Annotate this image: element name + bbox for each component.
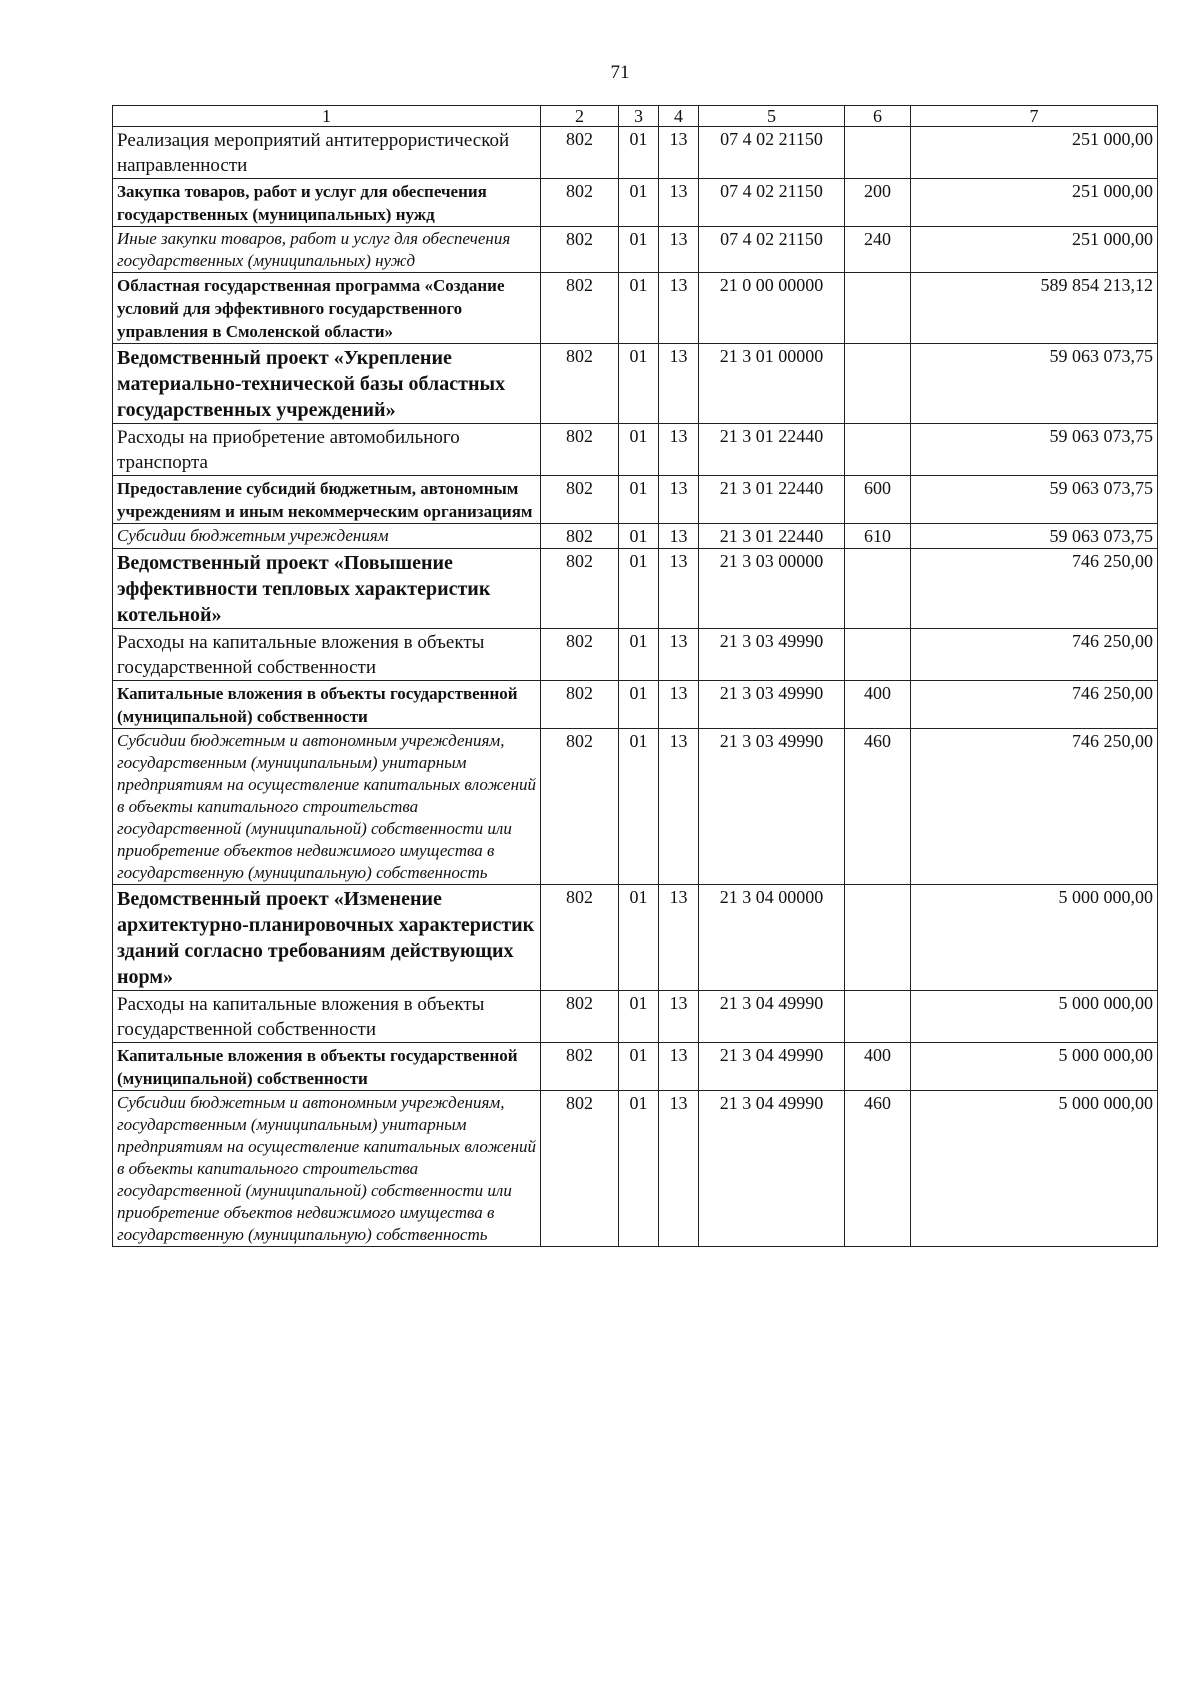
row-amount: 5 000 000,00 [911, 991, 1158, 1043]
row-col-4: 13 [659, 885, 699, 991]
row-col-6: 240 [845, 227, 911, 273]
table-row [113, 1091, 1158, 1247]
table-row [113, 227, 1158, 273]
row-col-5: 21 3 01 22440 [699, 524, 845, 549]
row-col-4: 13 [659, 991, 699, 1043]
row-col-6 [845, 424, 911, 476]
row-col-4: 13 [659, 179, 699, 227]
table-row [113, 1043, 1158, 1091]
row-col-4: 13 [659, 273, 699, 344]
row-name-cell: Субсидии бюджетным учреждениям [113, 524, 541, 549]
row-col-6: 460 [845, 729, 911, 885]
row-col-4: 13 [659, 629, 699, 681]
row-amount: 251 000,00 [911, 179, 1158, 227]
row-col-4: 13 [659, 344, 699, 424]
table-row [113, 424, 1158, 476]
table-row [113, 629, 1158, 681]
row-col-4: 13 [659, 227, 699, 273]
row-col-3: 01 [619, 476, 659, 524]
header-col-2: 2 [541, 106, 619, 127]
row-col-3: 01 [619, 549, 659, 629]
table-row [113, 344, 1158, 424]
row-name-cell: Субсидии бюджетным и автономным учреждениям, государственным (муниципальным) унитарным предприятиям на осуществление капитальных вложений в объекты капитального строительства государственной (муниципальной) собственности или приобретение объектов недвижимого имущества в государственную (муниципальную) собственность [113, 1091, 541, 1247]
row-col-6: 200 [845, 179, 911, 227]
row-col-4: 13 [659, 1091, 699, 1247]
row-col-5: 21 3 03 49990 [699, 629, 845, 681]
header-col-5: 5 [699, 106, 845, 127]
row-col-3: 01 [619, 524, 659, 549]
row-col-2: 802 [541, 179, 619, 227]
table-row [113, 549, 1158, 629]
row-name-cell: Ведомственный проект «Повышение эффективности тепловых характеристик котельной» [113, 549, 541, 629]
row-col-4: 13 [659, 1043, 699, 1091]
row-col-4: 13 [659, 127, 699, 179]
row-col-2: 802 [541, 549, 619, 629]
budget-table [112, 105, 1158, 1247]
row-col-2: 802 [541, 885, 619, 991]
table-row [113, 476, 1158, 524]
row-amount: 59 063 073,75 [911, 424, 1158, 476]
row-col-4: 13 [659, 476, 699, 524]
row-col-6 [845, 549, 911, 629]
table-row [113, 991, 1158, 1043]
row-amount: 5 000 000,00 [911, 1043, 1158, 1091]
row-col-3: 01 [619, 127, 659, 179]
row-col-4: 13 [659, 681, 699, 729]
row-col-3: 01 [619, 227, 659, 273]
row-col-6 [845, 344, 911, 424]
row-amount: 251 000,00 [911, 227, 1158, 273]
row-name-cell: Иные закупки товаров, работ и услуг для обеспечения государственных (муниципальных) нужд [113, 227, 541, 273]
table-row [113, 885, 1158, 991]
row-col-6 [845, 127, 911, 179]
row-col-2: 802 [541, 1091, 619, 1247]
row-name-cell: Областная государственная программа «Создание условий для эффективного государственного управления в Смоленской области» [113, 273, 541, 344]
row-col-3: 01 [619, 179, 659, 227]
page-number: 71 [610, 62, 630, 83]
row-col-5: 21 3 03 49990 [699, 681, 845, 729]
row-col-4: 13 [659, 729, 699, 885]
row-col-2: 802 [541, 127, 619, 179]
row-col-2: 802 [541, 344, 619, 424]
row-name-cell: Ведомственный проект «Изменение архитектурно-планировочных характеристик зданий согласно требованиям действующих норм» [113, 885, 541, 991]
row-amount: 746 250,00 [911, 729, 1158, 885]
row-col-3: 01 [619, 991, 659, 1043]
row-col-5: 07 4 02 21150 [699, 227, 845, 273]
row-col-6 [845, 629, 911, 681]
row-col-3: 01 [619, 629, 659, 681]
row-col-5: 21 3 03 49990 [699, 729, 845, 885]
row-col-2: 802 [541, 424, 619, 476]
row-amount: 746 250,00 [911, 681, 1158, 729]
row-amount: 59 063 073,75 [911, 524, 1158, 549]
row-col-6: 460 [845, 1091, 911, 1247]
header-col-7: 7 [911, 106, 1158, 127]
row-col-6: 610 [845, 524, 911, 549]
row-col-5: 21 0 00 00000 [699, 273, 845, 344]
table-row [113, 127, 1158, 179]
row-name-cell: Субсидии бюджетным и автономным учреждениям, государственным (муниципальным) унитарным предприятиям на осуществление капитальных вложений в объекты капитального строительства государственной (муниципальной) собственности или приобретение объектов недвижимого имущества в государственную (муниципальную) собственность [113, 729, 541, 885]
row-name-cell: Закупка товаров, работ и услуг для обеспечения государственных (муниципальных) нужд [113, 179, 541, 227]
row-col-3: 01 [619, 681, 659, 729]
row-col-2: 802 [541, 227, 619, 273]
row-col-3: 01 [619, 1043, 659, 1091]
row-name-cell: Расходы на капитальные вложения в объекты государственной собственности [113, 991, 541, 1043]
row-col-5: 21 3 04 49990 [699, 1043, 845, 1091]
row-col-5: 07 4 02 21150 [699, 179, 845, 227]
table-row [113, 273, 1158, 344]
row-col-6 [845, 991, 911, 1043]
row-col-2: 802 [541, 1043, 619, 1091]
table-row [113, 524, 1158, 549]
row-col-2: 802 [541, 629, 619, 681]
row-col-3: 01 [619, 344, 659, 424]
table-row [113, 179, 1158, 227]
row-amount: 746 250,00 [911, 629, 1158, 681]
header-col-4: 4 [659, 106, 699, 127]
row-col-5: 21 3 01 00000 [699, 344, 845, 424]
row-col-5: 21 3 01 22440 [699, 476, 845, 524]
row-name-cell: Ведомственный проект «Укрепление материально-технической базы областных государственных учреждений» [113, 344, 541, 424]
row-amount: 589 854 213,12 [911, 273, 1158, 344]
row-col-6 [845, 273, 911, 344]
row-name-cell: Расходы на приобретение автомобильного транспорта [113, 424, 541, 476]
row-col-5: 21 3 04 49990 [699, 991, 845, 1043]
header-col-1: 1 [113, 106, 541, 127]
row-amount: 5 000 000,00 [911, 885, 1158, 991]
row-name-cell: Капитальные вложения в объекты государственной (муниципальной) собственности [113, 681, 541, 729]
row-col-2: 802 [541, 524, 619, 549]
row-col-6: 400 [845, 1043, 911, 1091]
row-col-3: 01 [619, 729, 659, 885]
row-col-5: 07 4 02 21150 [699, 127, 845, 179]
row-col-3: 01 [619, 1091, 659, 1247]
row-amount: 59 063 073,75 [911, 476, 1158, 524]
header-col-3: 3 [619, 106, 659, 127]
row-col-6: 600 [845, 476, 911, 524]
row-name-cell: Капитальные вложения в объекты государственной (муниципальной) собственности [113, 1043, 541, 1091]
row-col-2: 802 [541, 991, 619, 1043]
row-col-5: 21 3 04 49990 [699, 1091, 845, 1247]
row-name-cell: Реализация мероприятий антитеррористической направленности [113, 127, 541, 179]
row-name-cell: Расходы на капитальные вложения в объекты государственной собственности [113, 629, 541, 681]
row-col-5: 21 3 04 00000 [699, 885, 845, 991]
row-amount: 251 000,00 [911, 127, 1158, 179]
row-col-2: 802 [541, 729, 619, 885]
row-col-4: 13 [659, 524, 699, 549]
row-name-cell: Предоставление субсидий бюджетным, автономным учреждениям и иным некоммерческим организациям [113, 476, 541, 524]
table-row [113, 681, 1158, 729]
row-amount: 746 250,00 [911, 549, 1158, 629]
row-col-2: 802 [541, 681, 619, 729]
row-col-2: 802 [541, 476, 619, 524]
row-col-3: 01 [619, 885, 659, 991]
row-amount: 5 000 000,00 [911, 1091, 1158, 1247]
row-col-6: 400 [845, 681, 911, 729]
row-amount: 59 063 073,75 [911, 344, 1158, 424]
header-row [113, 106, 1158, 127]
row-col-4: 13 [659, 549, 699, 629]
row-col-2: 802 [541, 273, 619, 344]
header-col-6: 6 [845, 106, 911, 127]
row-col-3: 01 [619, 424, 659, 476]
row-col-3: 01 [619, 273, 659, 344]
row-col-5: 21 3 01 22440 [699, 424, 845, 476]
row-col-5: 21 3 03 00000 [699, 549, 845, 629]
table-row [113, 729, 1158, 885]
row-col-6 [845, 885, 911, 991]
row-col-4: 13 [659, 424, 699, 476]
